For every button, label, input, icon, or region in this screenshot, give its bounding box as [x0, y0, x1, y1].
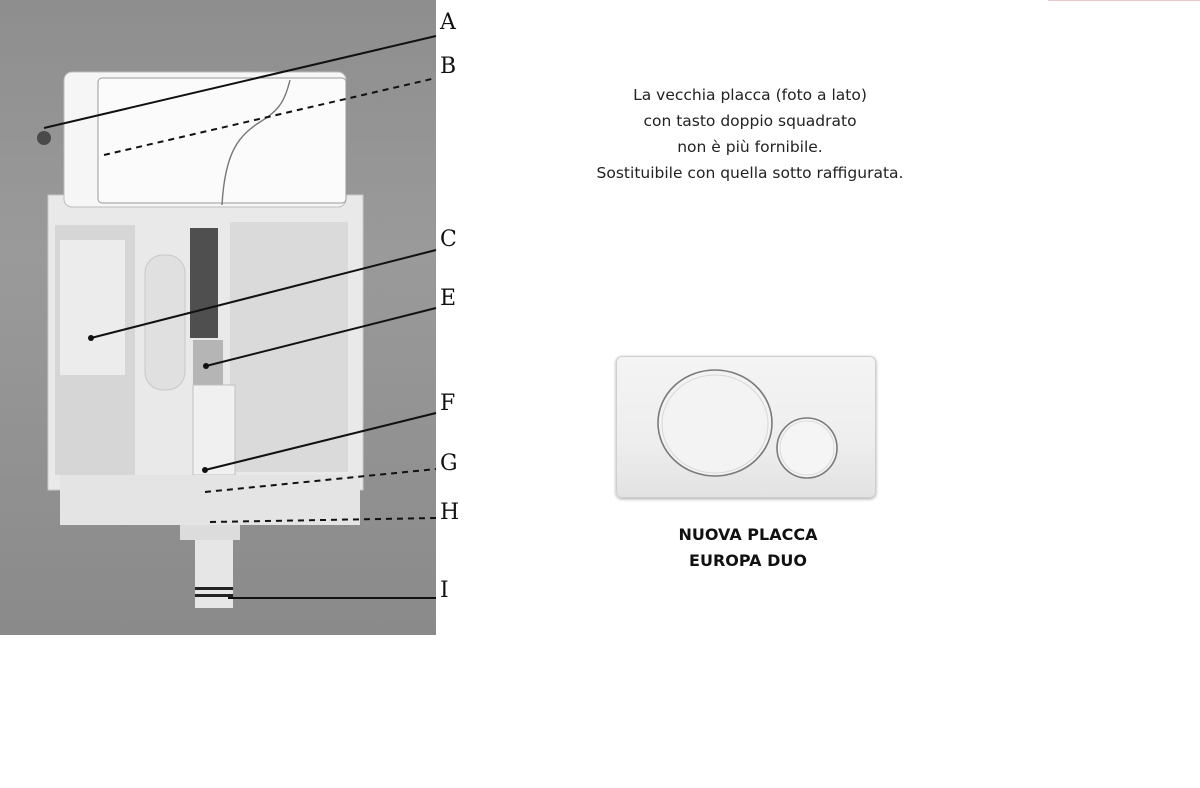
cistern-diagram [0, 0, 480, 640]
description-text [540, 82, 960, 186]
label-i: I [440, 578, 449, 603]
label-f: F [440, 391, 456, 416]
caption-line: NUOVA PLACCA [678, 525, 818, 544]
cistern-illustration [37, 72, 363, 608]
label-e: E [440, 286, 457, 311]
plate-caption [600, 522, 896, 574]
description-line: La vecchia placca (foto a lato) [633, 86, 867, 104]
large-flush-button [658, 370, 772, 476]
description-line: non è più fornibile. [677, 138, 823, 156]
label-b: B [440, 54, 457, 79]
label-h: H [440, 500, 460, 525]
label-g: G [440, 451, 458, 476]
description-line: Sostituibile con quella sotto raffigurata. [596, 164, 904, 182]
top-accent-line [1048, 0, 1200, 1]
caption-line: EUROPA DUO [689, 551, 807, 570]
label-a: A [440, 10, 456, 35]
small-flush-button [777, 418, 837, 478]
flush-plate-photo [616, 356, 876, 498]
description-line: con tasto doppio squadrato [643, 112, 857, 130]
label-c: C [440, 227, 457, 252]
